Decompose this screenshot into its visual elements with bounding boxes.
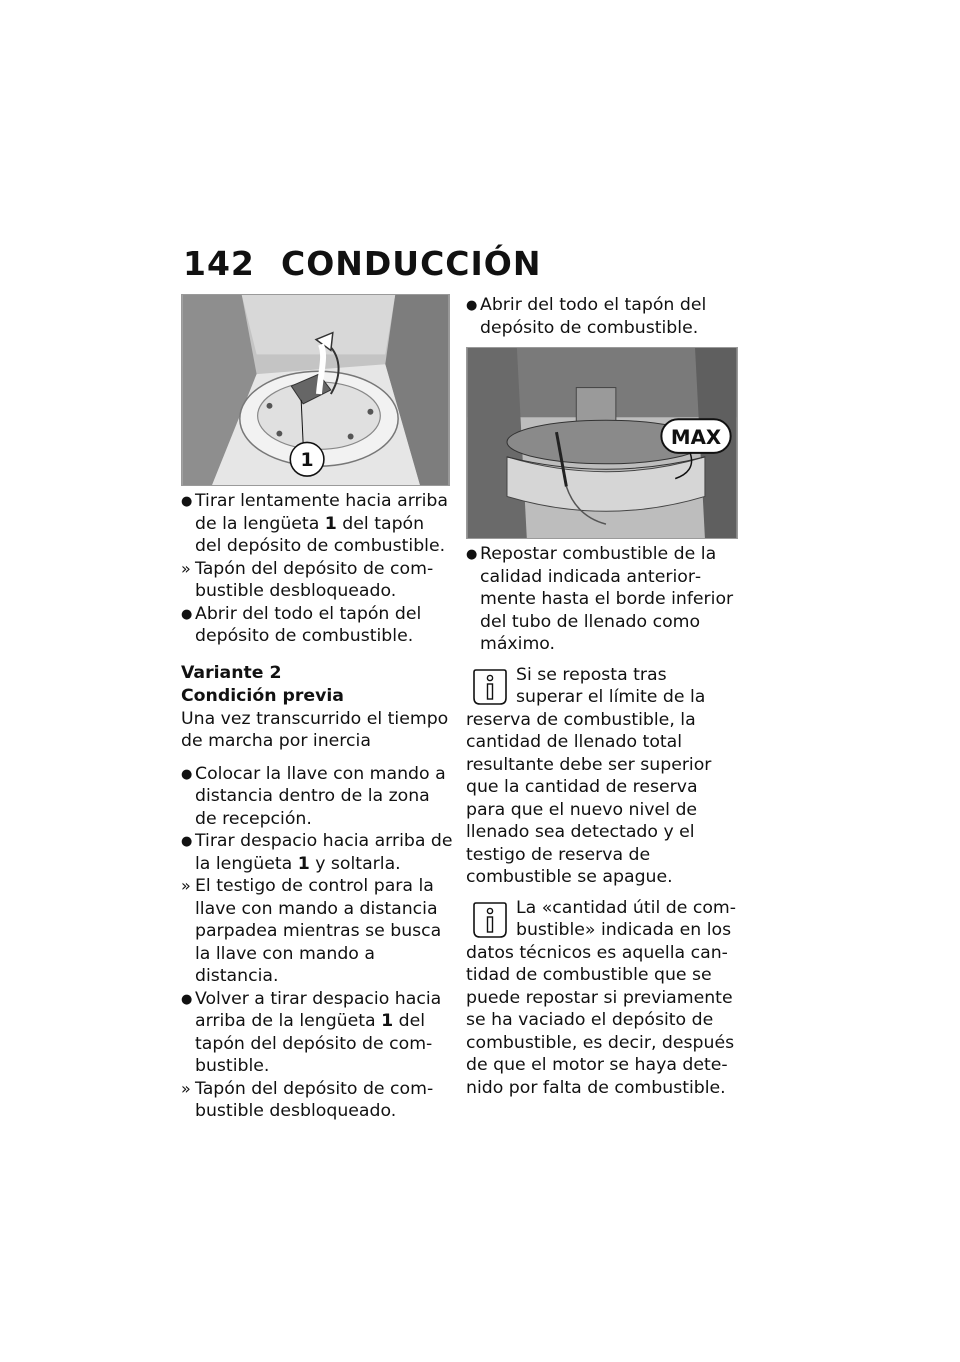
left-column	[181, 294, 453, 1123]
reference-number: 1	[324, 513, 337, 534]
note-1-text: Si se reposta tras superar el límite de la reserva de combustible, la cantidad de llenado total resultante debe ser superior que la cantidad de reserva para que el nuevo nivel de llenado sea detectado y el testigo de reserva de combustible se apague.	[466, 664, 712, 887]
reference-number: 1	[381, 1011, 394, 1031]
result-item	[181, 875, 453, 988]
step-text: Volver a tirar despacio hacia arriba de la lengüeta	[195, 988, 442, 1031]
fuel-filler-figure	[466, 347, 738, 539]
info-note-2	[466, 897, 738, 1100]
result-arrow-icon: »	[181, 1078, 191, 1098]
step-item	[181, 490, 453, 558]
bullet-icon: ●	[181, 494, 193, 509]
bullet-icon: ●	[181, 834, 193, 849]
step-list-4	[466, 543, 738, 656]
step-text: Repostar combustible de la calidad indicada anteriormente hasta el borde inferior del tubo de llenado como máximo.	[480, 544, 734, 654]
step-text: del tapón del depósito de combustible.	[195, 1011, 433, 1076]
result-item	[181, 1078, 453, 1123]
bullet-icon: ●	[181, 991, 193, 1007]
bullet-icon: ●	[466, 298, 478, 313]
max-label: MAX	[670, 425, 722, 449]
step-text: El testigo de control para la llave con mando a distancia parpadea mientras se busca la llave con mando a distancia.	[195, 876, 442, 986]
page-header	[183, 244, 541, 283]
result-item	[181, 558, 453, 603]
step-text: Tirar despacio hacia arriba de la lengüeta	[195, 831, 453, 874]
step-item	[466, 294, 738, 339]
step-list-3	[466, 294, 738, 339]
bullet-icon: ●	[181, 766, 193, 782]
step-text: Abrir del todo el tapón del depósito de combustible.	[480, 295, 707, 338]
step-item	[181, 603, 453, 648]
fuel-filler-illustration	[467, 348, 737, 538]
page-title: CONDUCCIÓN	[281, 244, 542, 283]
result-arrow-icon: »	[181, 876, 191, 895]
step-item	[181, 988, 453, 1078]
step-text: Tapón del depósito de combustible desbloqueado.	[195, 1078, 434, 1121]
step-text: Abrir del todo el tapón del depósito de combustible.	[195, 603, 422, 646]
result-arrow-icon: »	[181, 558, 191, 578]
variant-heading: Variante 2	[181, 662, 282, 683]
bullet-icon: ●	[466, 547, 478, 562]
note-2-text: La «cantidad útil de combustible» indicada en los datos técnicos es aquella cantidad de combustible que se puede repostar si previamente se ha vaciado el depósito de combustible, es decir, después de que el motor se haya detenido por falta de combustible.	[466, 897, 737, 1098]
callout-label: 1	[300, 450, 314, 472]
step-text: Tapón del depósito de combustible desbloqueado.	[195, 558, 434, 601]
step-text: del tapón del depósito de combustible.	[195, 513, 446, 556]
step-item	[181, 830, 453, 875]
fuel-cap-figure	[181, 294, 450, 486]
bullet-icon: ●	[181, 606, 193, 622]
condition-heading: Condición previa	[181, 686, 344, 706]
step-item	[466, 543, 738, 656]
right-column	[466, 294, 738, 1099]
step-text: y soltarla.	[309, 853, 401, 874]
info-icon	[472, 668, 508, 708]
condition-text: Una vez transcurrido el tiempo de marcha por inercia	[181, 708, 449, 751]
step-list-2	[181, 763, 453, 1123]
info-icon	[472, 901, 508, 941]
step-list-1	[181, 490, 453, 648]
page-number: 142	[183, 244, 255, 283]
info-note-1	[466, 664, 738, 889]
fuel-cap-illustration	[182, 295, 449, 485]
reference-number: 1	[297, 853, 310, 874]
step-item	[181, 763, 453, 831]
step-text: Colocar la llave con mando a distancia dentro de la zona de recepción.	[195, 763, 446, 829]
step-text: Tirar lentamente hacia arriba de la lengüeta	[195, 491, 448, 534]
